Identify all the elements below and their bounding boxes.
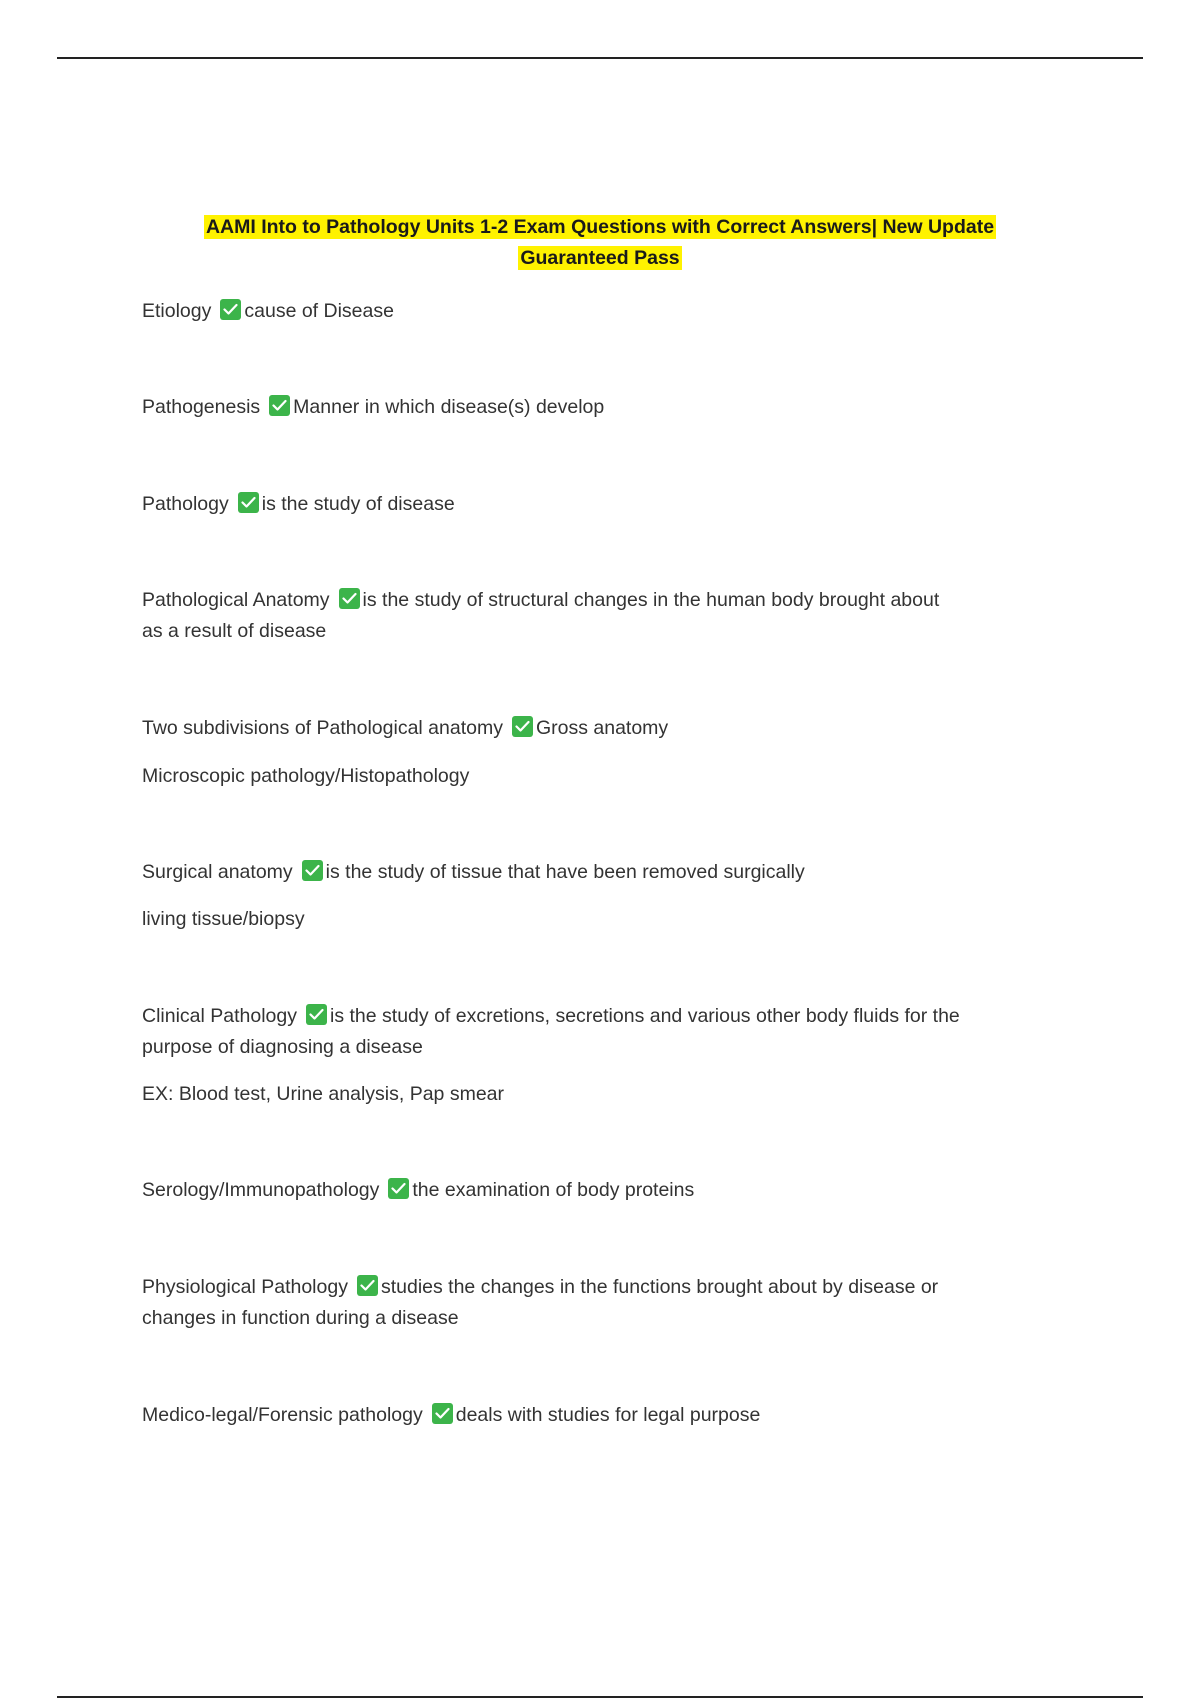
definition-continued: changes in function during a disease (142, 1307, 459, 1329)
qa-entry-surgical-anatomy (142, 857, 1072, 888)
term: Medico-legal/Forensic pathology (142, 1404, 423, 1426)
footer-rule (57, 1696, 1143, 1698)
qa-entry-pathology (142, 489, 1072, 520)
check-box-icon (238, 492, 259, 513)
check-box-icon (512, 716, 533, 737)
title-line-1: AAMI Into to Pathology Units 1-2 Exam Questions with Correct Answers| New Update (205, 216, 995, 238)
check-box-icon (306, 1004, 327, 1025)
qa-entry-clinical-pathology-extra: EX: Blood test, Urine analysis, Pap smear (142, 1083, 504, 1105)
check-box-icon (220, 299, 241, 320)
header-rule (57, 57, 1143, 59)
term: Two subdivisions of Pathological anatomy (142, 717, 503, 739)
check-box-icon (357, 1275, 378, 1296)
term: Physiological Pathology (142, 1276, 348, 1298)
check-box-icon (339, 588, 360, 609)
definition: is the study of excretions, secretions and various other body fluids for the (330, 1005, 960, 1027)
definition-continued: as a result of disease (142, 620, 327, 642)
qa-entry-pathogenesis (142, 392, 1072, 423)
definition: is the study of structural changes in the human body brought about (362, 589, 940, 611)
qa-entry-etiology (142, 296, 1072, 327)
qa-entry-subdivisions (142, 713, 1072, 744)
definition: deals with studies for legal purpose (455, 1404, 761, 1426)
check-box-icon (269, 395, 290, 416)
term: Etiology (142, 300, 212, 322)
definition: Gross anatomy (535, 717, 669, 739)
definition-continued: purpose of diagnosing a disease (142, 1036, 423, 1058)
qa-entry-physiological-pathology (142, 1272, 1072, 1334)
definition: studies the changes in the functions brought about by disease or (380, 1276, 939, 1298)
term: Pathogenesis (142, 396, 261, 418)
qa-entry-clinical-pathology (142, 1001, 1072, 1063)
title-line-2: Guaranteed Pass (520, 247, 680, 269)
qa-entry-serology (142, 1175, 1072, 1206)
term: Clinical Pathology (142, 1005, 298, 1027)
term: Pathological Anatomy (142, 589, 330, 611)
term: Serology/Immunopathology (142, 1179, 380, 1201)
check-box-icon (302, 860, 323, 881)
term: Pathology (142, 493, 229, 515)
qa-entry-forensic-pathology (142, 1400, 1072, 1431)
check-box-icon (388, 1178, 409, 1199)
page-title (130, 212, 1070, 274)
term: Surgical anatomy (142, 861, 293, 883)
qa-entry-pathological-anatomy (142, 585, 1072, 647)
definition: the examination of body proteins (412, 1179, 695, 1201)
definition: Manner in which disease(s) develop (293, 396, 605, 418)
definition: cause of Disease (244, 300, 394, 322)
check-box-icon (432, 1403, 453, 1424)
definition: is the study of disease (261, 493, 455, 515)
qa-entry-subdivisions-extra: Microscopic pathology/Histopathology (142, 765, 470, 787)
qa-entry-surgical-anatomy-extra: living tissue/biopsy (142, 908, 305, 930)
definition: is the study of tissue that have been removed surgically (325, 861, 805, 883)
